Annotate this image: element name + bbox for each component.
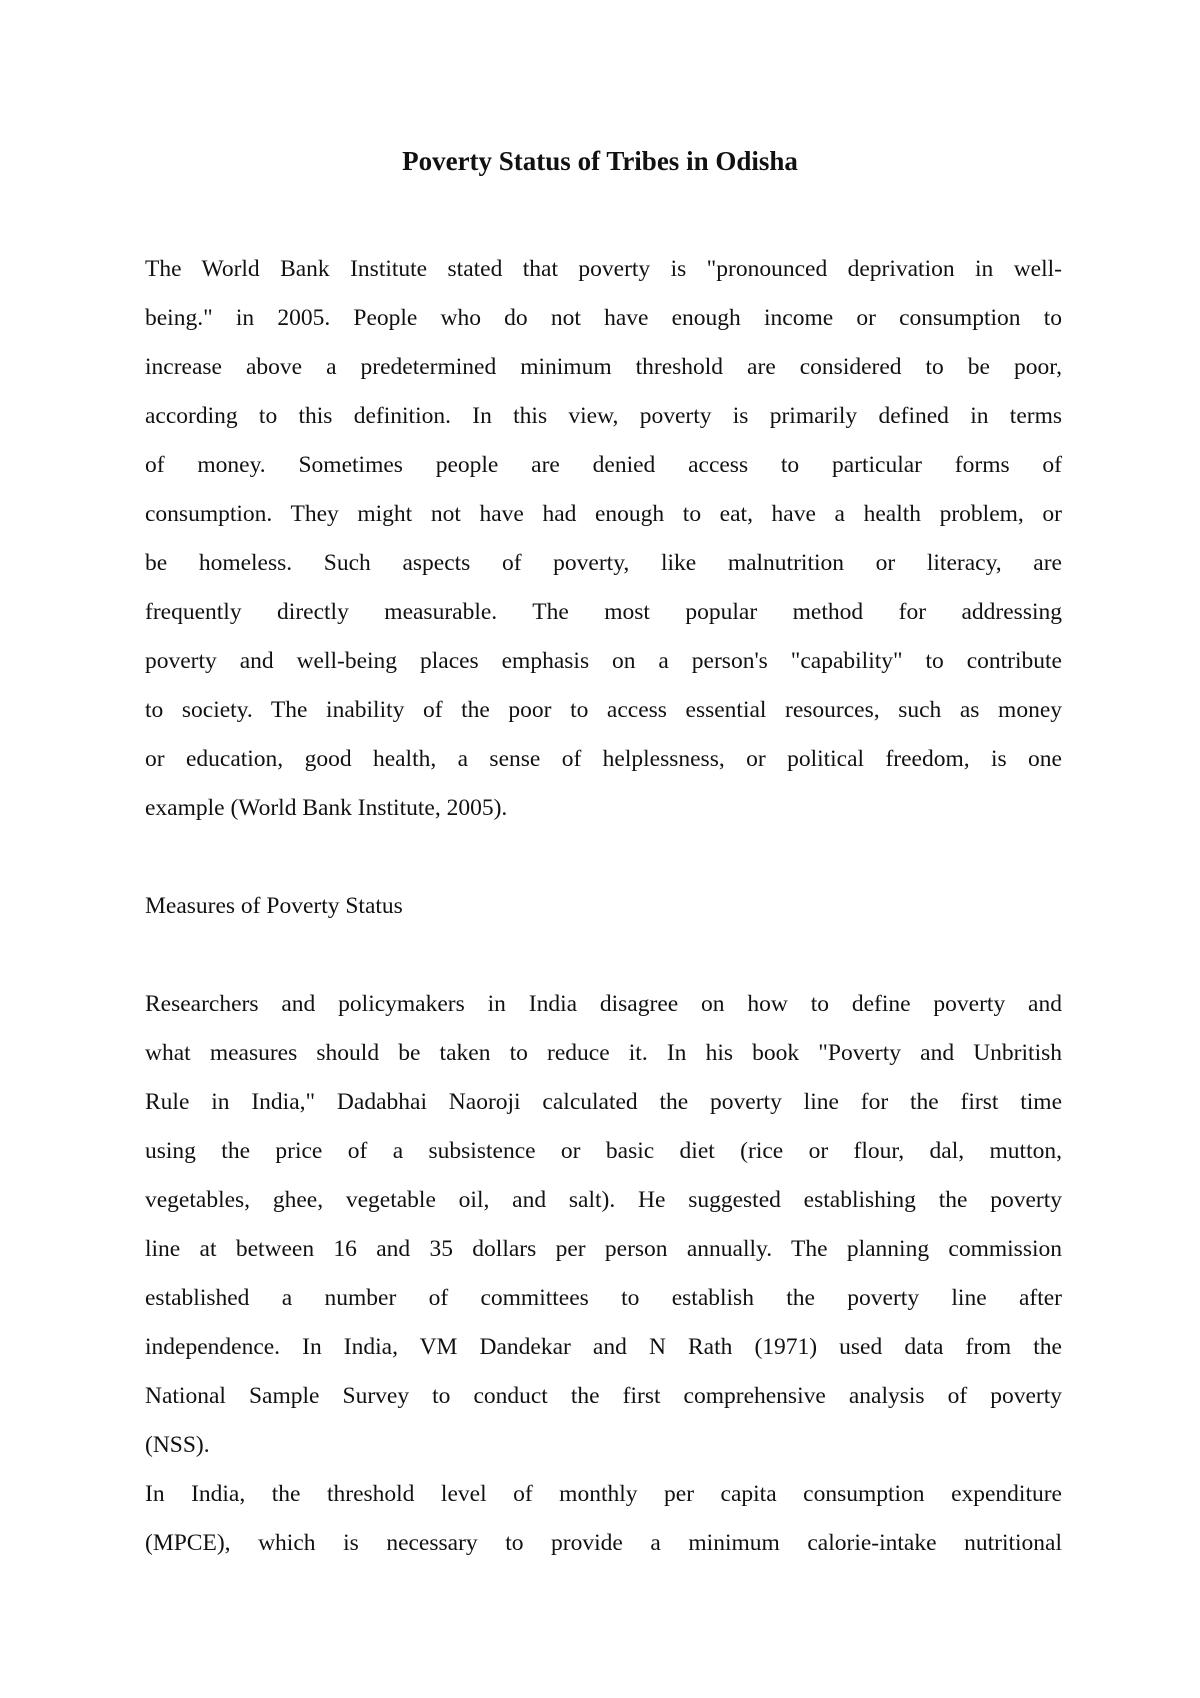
paragraph-3 [145,1470,1062,1568]
text-line: example (World Bank Institute, 2005). [145,795,508,821]
text-line: Researchers and policymakers in India disagree on how to define poverty and [145,991,1062,1017]
text-line: In India, the threshold level of monthly per capita consumption expenditure [145,1481,1062,1507]
text-line: (MPCE), which is necessary to provide a minimum calorie-intake nutritional [145,1530,1062,1556]
text-line: National Sample Survey to conduct the first comprehensive analysis of poverty [145,1383,1062,1409]
text-line: what measures should be taken to reduce it. In his book "Poverty and Unbritish [145,1040,1062,1066]
text-line: The World Bank Institute stated that poverty is "pronounced deprivation in well- [145,256,1062,282]
text-line: be homeless. Such aspects of poverty, like malnutrition or literacy, are [145,550,1062,576]
text-line: frequently directly measurable. The most popular method for addressing [145,599,1062,625]
section-heading: Measures of Poverty Status [145,893,403,919]
text-line: or education, good health, a sense of helplessness, or political freedom, is one [145,746,1062,772]
text-line: being." in 2005. People who do not have enough income or consumption to [145,305,1062,331]
text-line: using the price of a subsistence or basic diet (rice or flour, dal, mutton, [145,1138,1062,1164]
text-line: according to this definition. In this view, poverty is primarily defined in terms [145,403,1062,429]
text-line: independence. In India, VM Dandekar and N Rath (1971) used data from the [145,1334,1062,1360]
paragraph-1 [145,245,1062,833]
text-line: line at between 16 and 35 dollars per person annually. The planning commission [145,1236,1062,1262]
text-line: (NSS). [145,1432,210,1458]
text-line: increase above a predetermined minimum threshold are considered to be poor, [145,354,1062,380]
document-body [145,245,1062,1568]
text-line: vegetables, ghee, vegetable oil, and salt). He suggested establishing the poverty [145,1187,1062,1213]
document-title: Poverty Status of Tribes in Odisha [402,146,798,176]
text-line: Rule in India," Dadabhai Naoroji calculated the poverty line for the first time [145,1089,1062,1115]
text-line: poverty and well-being places emphasis on a person's "capability" to contribute [145,648,1062,674]
paragraph-2 [145,980,1062,1470]
text-line: established a number of committees to establish the poverty line after [145,1285,1062,1311]
text-line: of money. Sometimes people are denied access to particular forms of [145,452,1062,478]
text-line: consumption. They might not have had enough to eat, have a health problem, or [145,501,1062,527]
text-line: to society. The inability of the poor to access essential resources, such as money [145,697,1062,723]
